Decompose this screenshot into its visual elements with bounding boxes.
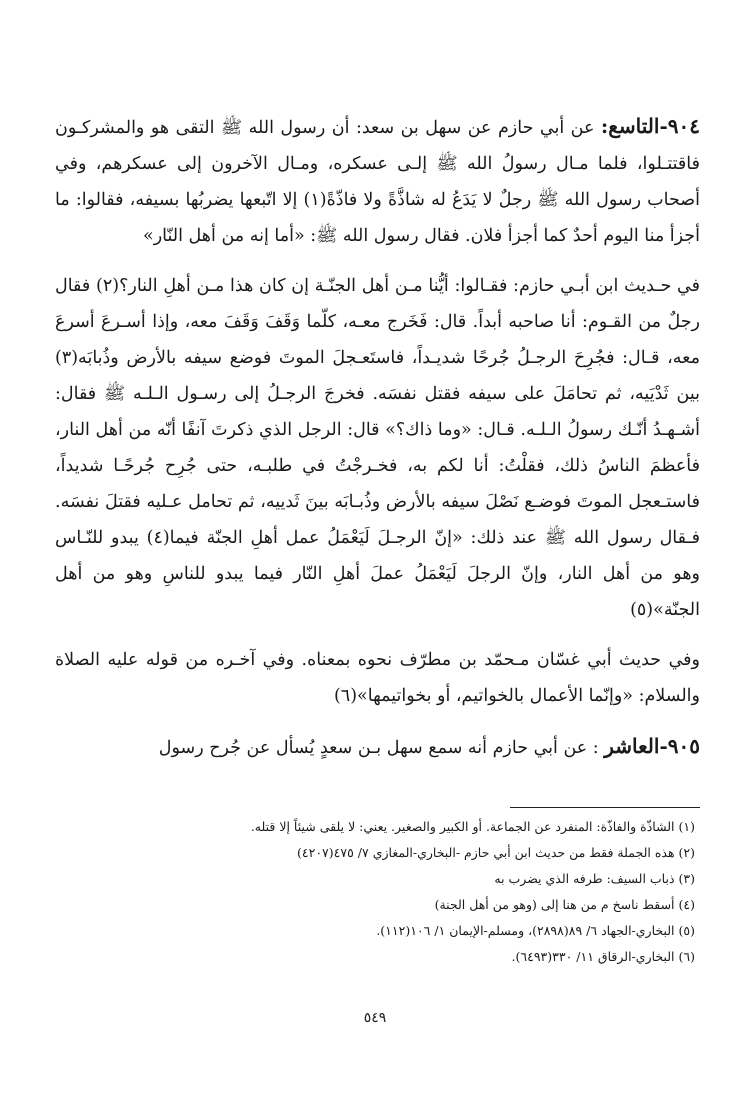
footnotes: [50, 814, 695, 970]
paragraph-ibn-abi-hazim: [55, 268, 700, 628]
hadith-number-904: ٩٠٤-التاسع:: [600, 114, 700, 138]
footnote-6: (٦) البخاري-الرقاق ١١/ ٣٣٠(٦٤٩٣).: [511, 949, 695, 964]
footnote-4: (٤) أسقط ناسخ م من هنا إلى (وهو من أهل الجنة): [434, 897, 695, 912]
paragraph-text: : عن أبي حازم أنه سمع سهل بـن سعدٍ يُسأل عن جُرح رسول: [158, 738, 605, 758]
paragraph-hadith-905: [55, 728, 700, 766]
footnote-1: (١) الشاذّة والفاذّة: المنفرد عن الجماعة. أو الكبير والصغير. يعني: لا يلقى شيئاً إلا قتله.: [250, 819, 695, 834]
footnote-5: (٥) البخاري-الجهاد ٦/ ٨٩(٢٨٩٨)، ومسلم-الإيمان ١/ ١٠٦(١١٢).: [376, 923, 695, 938]
paragraph-hadith-904: [55, 108, 700, 254]
paragraph-text: في حـديث ابن أبـي حازم: فقـالوا: أيُّنا مـن أهل الجنّـة إن كان هذا مـن أهلِ النار؟(٢) فقال رجلٌ من القـوم: أنا صاحبه أبداً. قال: فَخَرج معـه، كلّما وَقَفَ وَقَفَ معه، وإذا أسـرعَ أسرعَ معه، قـال: فجُرِحَ الرجـلُ جُرحًا شديـداً، فاستَعـجلَ الموتَ فوضع سيفه بالأرض وذُبابَه(٣) بين ثَدْيَيه، ثم تحامَلَ على سيفه فقتل نفسَه. فخرجَ الرجـلُ إلى رسـول الـلـه ﷺ فقال: أشـهـدُ أنّـك رسولُ الـلـه. قـال: «وما ذاك؟» قال: الرجل الذي ذكرتَ آنفًا أنّه من أهل النار، فأعظمَ الناسُ ذلك، فقلْتُ: أنا لكم به، فخـرجْتُ في طلبـه، حتى جُرِح جُرحًـا شديداً، فاستـعجل الموتَ فوضـع نَصْلَ سيفه بالأرض وذُبـابَه بينَ ثَدييه، ثم تحامل عـليه فقتلَ نفسَه. فـقال رسول الله ﷺ عند ذلك: «إنّ الرجـلَ لَيَعْمَلُ عمل أهلِ الجنّة فيما(٤) يبدو للنّـاس وهو من أهل النار، وإنّ الرجلَ لَيَعْمَلُ عملَ أهلِ النّار فيما يبدو للناسِ وهو من أهل الجنّة»(٥): [55, 276, 700, 620]
footnote-separator: [510, 807, 700, 808]
footnote-3: (٣) ذباب السيف: طرفه الذي يضرب به: [494, 871, 695, 886]
main-text: [55, 108, 700, 780]
paragraph-text: وفي حديث أبي غسّان مـحمّد بن مطرّف نحوه بمعناه. وفي آخـره من قوله عليه الصلاة والسلام: «وإنّما الأعمال بالخواتيم، أو بخواتيمها»(٦): [55, 650, 700, 706]
page-number: ٥٤٩: [363, 1010, 387, 1026]
paragraph-abi-ghassan: [55, 642, 700, 714]
hadith-number-905: ٩٠٥-العاشر: [604, 734, 700, 758]
footnote-2: (٢) هذه الجملة فقط من حديث ابن أبي حازم -البخاري-المغازي ٧/ ٤٧٥(٤٢٠٧): [297, 845, 695, 860]
paragraph-text: عن أبي حازم عن سهل بن سعد: أن رسول الله ﷺ التقى هو والمشركـون فاقتتـلوا، فلما مـال رسولُ الله ﷺ إلـى عسكره، ومـال الآخرون إلى عسكرهم، وفي أصحاب رسول الله ﷺ رجلٌ لا يَدَعُ له شاذَّةً ولا فاذّةً(١) إلا اتّبعها يضربُها بسيفه، فقالوا: ما أجزأ منا اليوم أحدٌ كما أجزأ فلان. فقال رسول الله ﷺ: «أما إنه من أهل النّار»: [55, 118, 701, 246]
